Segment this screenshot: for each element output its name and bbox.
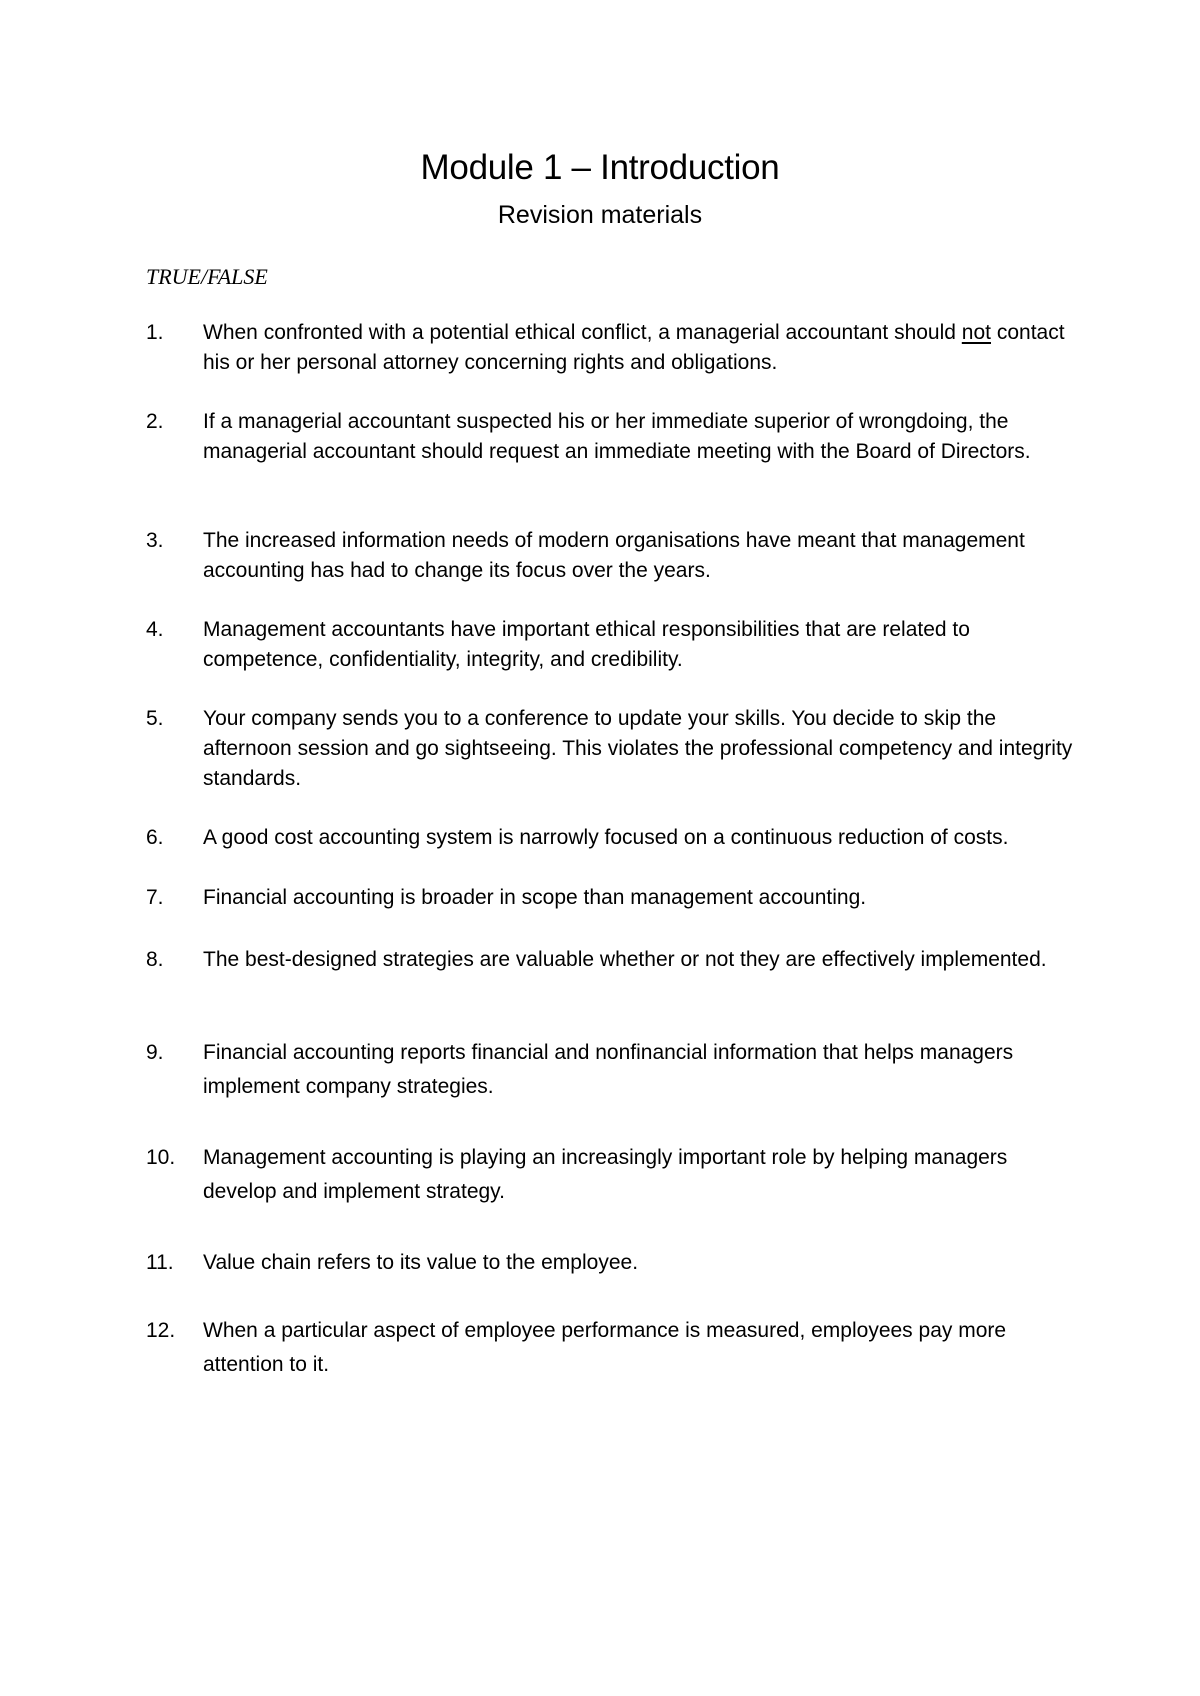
page-title: Module 1 – Introduction [420,148,780,187]
question-item [146,1248,1086,1278]
question-number: 8. [146,948,164,971]
question-item [146,945,1086,975]
question-text: Management accountants have important ethical responsibilities that are related to competence, confidentiality, integrity, and credibility. [203,618,970,671]
question-text: When a particular aspect of employee performance is measured, employees pay more attention to it. [203,1319,1007,1376]
question-number: 5. [146,707,164,730]
question-text: Financial accounting is broader in scope than management accounting. [203,886,867,909]
question-number: 10. [146,1146,176,1169]
question-item [146,615,1086,675]
question-item [146,883,1086,913]
question-number: 9. [146,1041,164,1064]
question-number: 11. [146,1251,174,1274]
question-text: Your company sends you to a conference to update your skills. You decide to skip the afternoon session and go sightseeing. This violates the professional competency and integrity standards. [203,707,1073,790]
question-number: 7. [146,886,164,909]
question-number: 12. [146,1319,176,1342]
question-item [146,704,1086,794]
question-item [146,823,1086,853]
question-item [146,1314,1086,1382]
question-number: 4. [146,618,164,641]
question-number: 2. [146,410,164,433]
question-text: The best-designed strategies are valuable whether or not they are effectively implemented. [203,948,1047,971]
question-number: 6. [146,826,164,849]
question-number: 1. [146,321,164,344]
question-text: A good cost accounting system is narrowly focused on a continuous reduction of costs. [203,826,1009,849]
section-label: TRUE/FALSE [146,264,268,289]
question-text: The increased information needs of modern organisations have meant that management accounting has had to change its focus over the years. [203,529,1025,582]
question-text: Management accounting is playing an increasingly important role by helping managers develop and implement strategy. [203,1146,1008,1203]
page-subtitle: Revision materials [497,201,703,229]
emphasis-word: not [961,321,991,344]
question-item [146,526,1086,586]
question-text: Financial accounting reports financial and nonfinancial information that helps managers implement company strategies. [203,1041,1014,1098]
question-number: 3. [146,529,164,552]
question-item [146,1036,1086,1104]
question-item [146,318,1086,378]
question-text: Value chain refers to its value to the employee. [203,1251,639,1274]
question-text-part: When confronted with a potential ethical conflict, a managerial accountant should [203,321,962,344]
question-item [146,407,1086,467]
question-text: If a managerial accountant suspected his or her immediate superior of wrongdoing, the managerial accountant should request an immediate meeting with the Board of Directors. [203,410,1031,463]
question-text-part: contact his or her personal attorney concerning rights and obligations. [203,321,1065,374]
question-text [203,318,1086,378]
question-item [146,1141,1086,1209]
